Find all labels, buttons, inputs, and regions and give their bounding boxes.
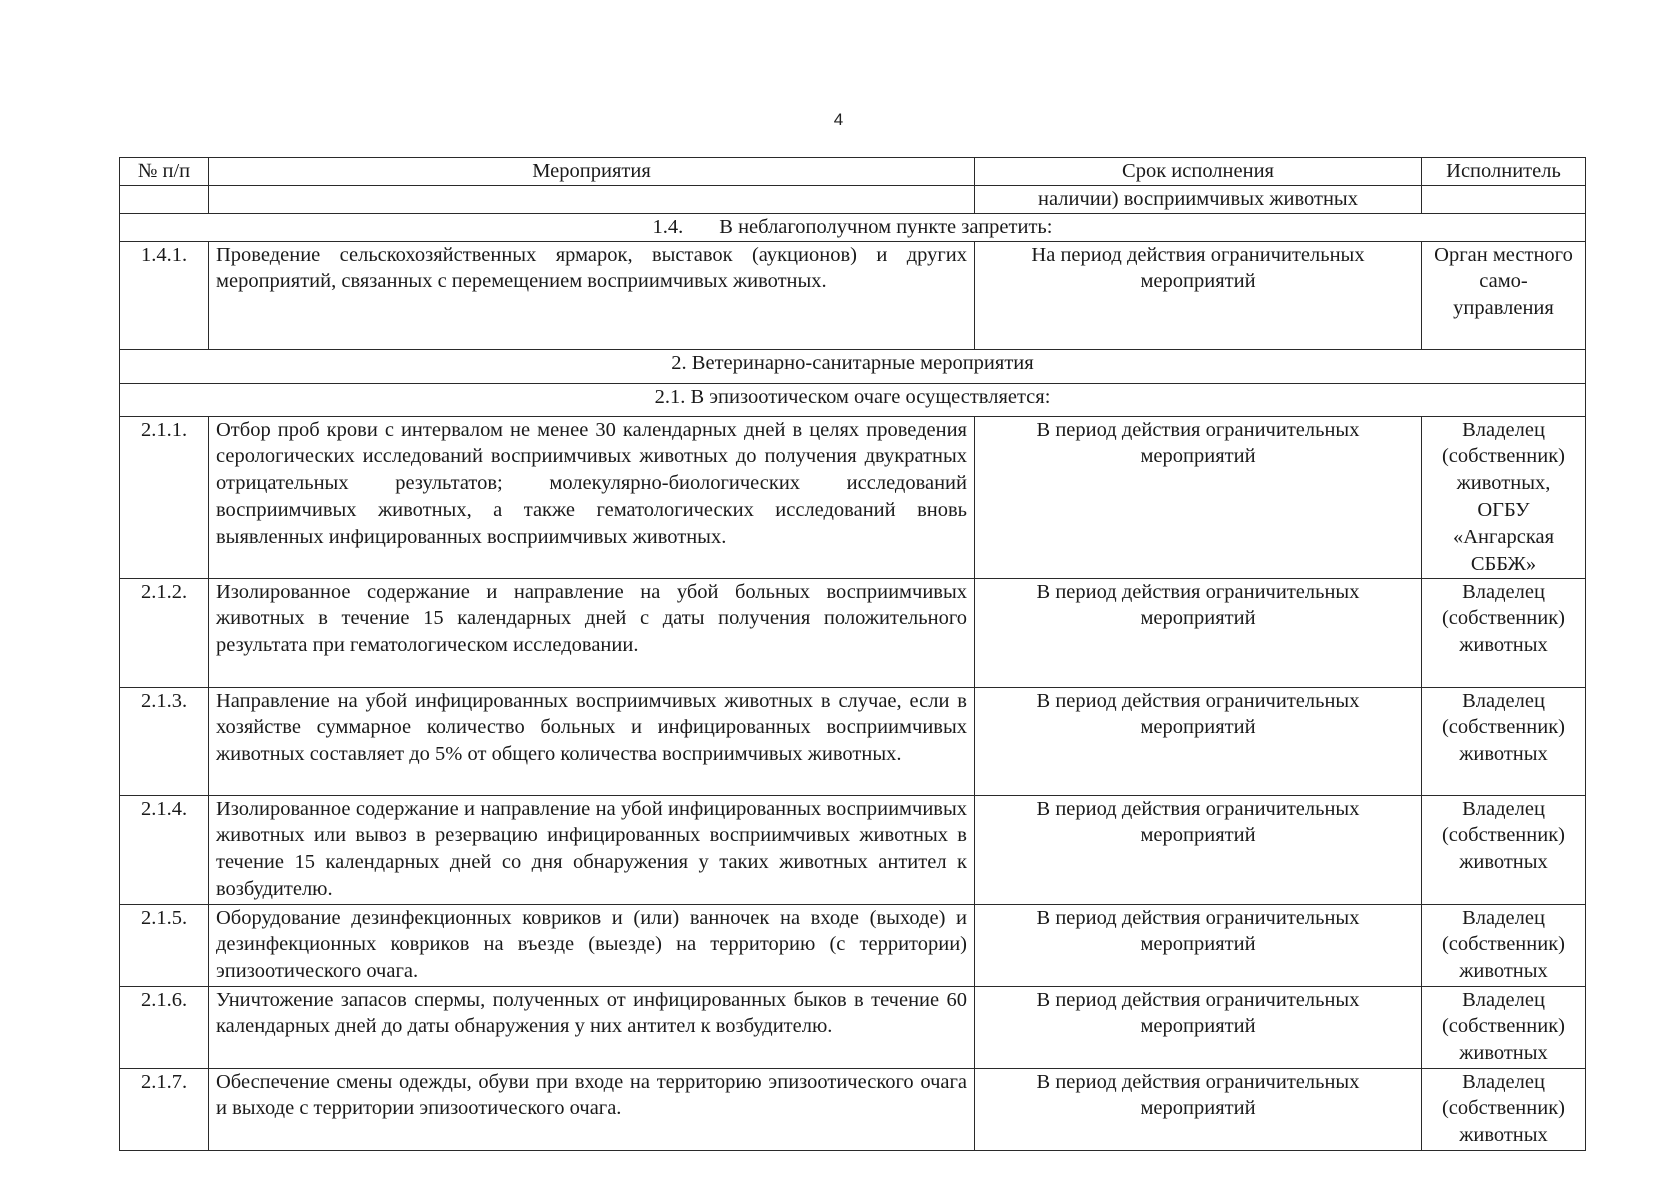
continuation-row [120,186,1586,214]
section-1-4-title: В неблагополучном пункте запретить: [719,215,1053,238]
continuation-executor [1422,186,1586,214]
row-2-1-2-term: В период действия ограничительных мероприятий [975,578,1422,687]
section-row-2 [120,349,1586,383]
row-2-1-7-num: 2.1.7. [120,1068,209,1150]
row-2-1-5-num: 2.1.5. [120,904,209,986]
table-row [120,1068,1586,1150]
continuation-activity [209,186,975,214]
row-2-1-7-executor: Владелец (собственник) животных [1422,1068,1586,1150]
row-2-1-5-executor: Владелец (собственник) животных [1422,904,1586,986]
row-2-1-1-activity: Отбор проб крови с интервалом не менее 30 календарных дней в целях проведения серологических исследований восприимчивых животных до получения двукратных отрицательных результатов; молекулярно-биологических исследований восприимчивых животных, а также гематологических исследований вновь выявленных инфицированных восприимчивых животных. [209,416,975,578]
row-2-1-5-term: В период действия ограничительных мероприятий [975,904,1422,986]
header-num: № п/п [120,158,209,186]
row-2-1-3-executor: Владелец (собственник) животных [1422,687,1586,795]
row-2-1-2-activity: Изолированное содержание и направление на убой больных восприимчивых животных в течение 15 календарных дней с даты получения положительного результата при гематологическом исследовании. [209,578,975,687]
section-row-1-4 [120,213,1586,241]
row-2-1-6-num: 2.1.6. [120,986,209,1068]
row-2-1-4-num: 2.1.4. [120,795,209,904]
section-2-title: 2. Ветеринарно-санитарные мероприятия [120,349,1586,383]
row-2-1-2-executor: Владелец (собственник) животных [1422,578,1586,687]
row-1-4-1-term: На период действия ограничительных мероприятий [975,241,1422,349]
row-2-1-7-activity: Обеспечение смены одежды, обуви при входе на территорию эпизоотического очага и выходе с территории эпизоотического очага. [209,1068,975,1150]
row-2-1-4-term: В период действия ограничительных мероприятий [975,795,1422,904]
section-2-1-title: 2.1. В эпизоотическом очаге осуществляется: [120,383,1586,416]
row-2-1-1-num: 2.1.1. [120,416,209,578]
row-2-1-1-term: В период действия ограничительных мероприятий [975,416,1422,578]
table-header-row [120,158,1586,186]
table-row [120,241,1586,349]
row-2-1-2-num: 2.1.2. [120,578,209,687]
header-activity: Мероприятия [209,158,975,186]
header-executor: Исполнитель [1422,158,1586,186]
table-row [120,578,1586,687]
table-row [120,416,1586,578]
row-2-1-4-activity: Изолированное содержание и направление на убой инфицированных восприимчивых животных или вывоз в резервацию инфицированных восприимчивых животных в течение 15 календарных дней со дня обнаружения у таких животных антител к возбудителю. [209,795,975,904]
row-1-4-1-activity: Проведение сельскохозяйственных ярмарок, выставок (аукционов) и других мероприятий, связанных с перемещением восприимчивых животных. [209,241,975,349]
row-2-1-5-activity: Оборудование дезинфекционных ковриков и (или) ванночек на входе (выходе) и дезинфекционных ковриков на въезде (выезде) на территорию (с территории) эпизоотического очага. [209,904,975,986]
table-row [120,986,1586,1068]
continuation-term: наличии) восприимчивых животных [975,186,1422,214]
row-2-1-6-activity: Уничтожение запасов спермы, полученных от инфицированных быков в течение 60 календарных дней до даты обнаружения у них антител к возбудителю. [209,986,975,1068]
continuation-num [120,186,209,214]
page-number: 4 [833,110,844,129]
header-term: Срок исполнения [975,158,1422,186]
row-2-1-6-executor: Владелец (собственник) животных [1422,986,1586,1068]
row-2-1-6-term: В период действия ограничительных мероприятий [975,986,1422,1068]
table-row [120,687,1586,795]
row-2-1-3-activity: Направление на убой инфицированных восприимчивых животных в случае, если в хозяйстве суммарное количество больных и инфицированных восприимчивых животных составляет до 5% от общего количества восприимчивых животных. [209,687,975,795]
table-row [120,904,1586,986]
row-2-1-1-executor: Владелец (собственник) животных, ОГБУ «Ангарская СББЖ» [1422,416,1586,578]
row-2-1-3-num: 2.1.3. [120,687,209,795]
section-1-4-cell [120,213,1586,241]
table-row [120,795,1586,904]
row-2-1-4-executor: Владелец (собственник) животных [1422,795,1586,904]
section-1-4-number: 1.4. [652,215,684,238]
measures-table [119,157,1586,1151]
row-1-4-1-executor: Орган местного само-управления [1422,241,1586,349]
section-row-2-1 [120,383,1586,416]
row-2-1-7-term: В период действия ограничительных мероприятий [975,1068,1422,1150]
row-1-4-1-num: 1.4.1. [120,241,209,349]
row-2-1-3-term: В период действия ограничительных мероприятий [975,687,1422,795]
